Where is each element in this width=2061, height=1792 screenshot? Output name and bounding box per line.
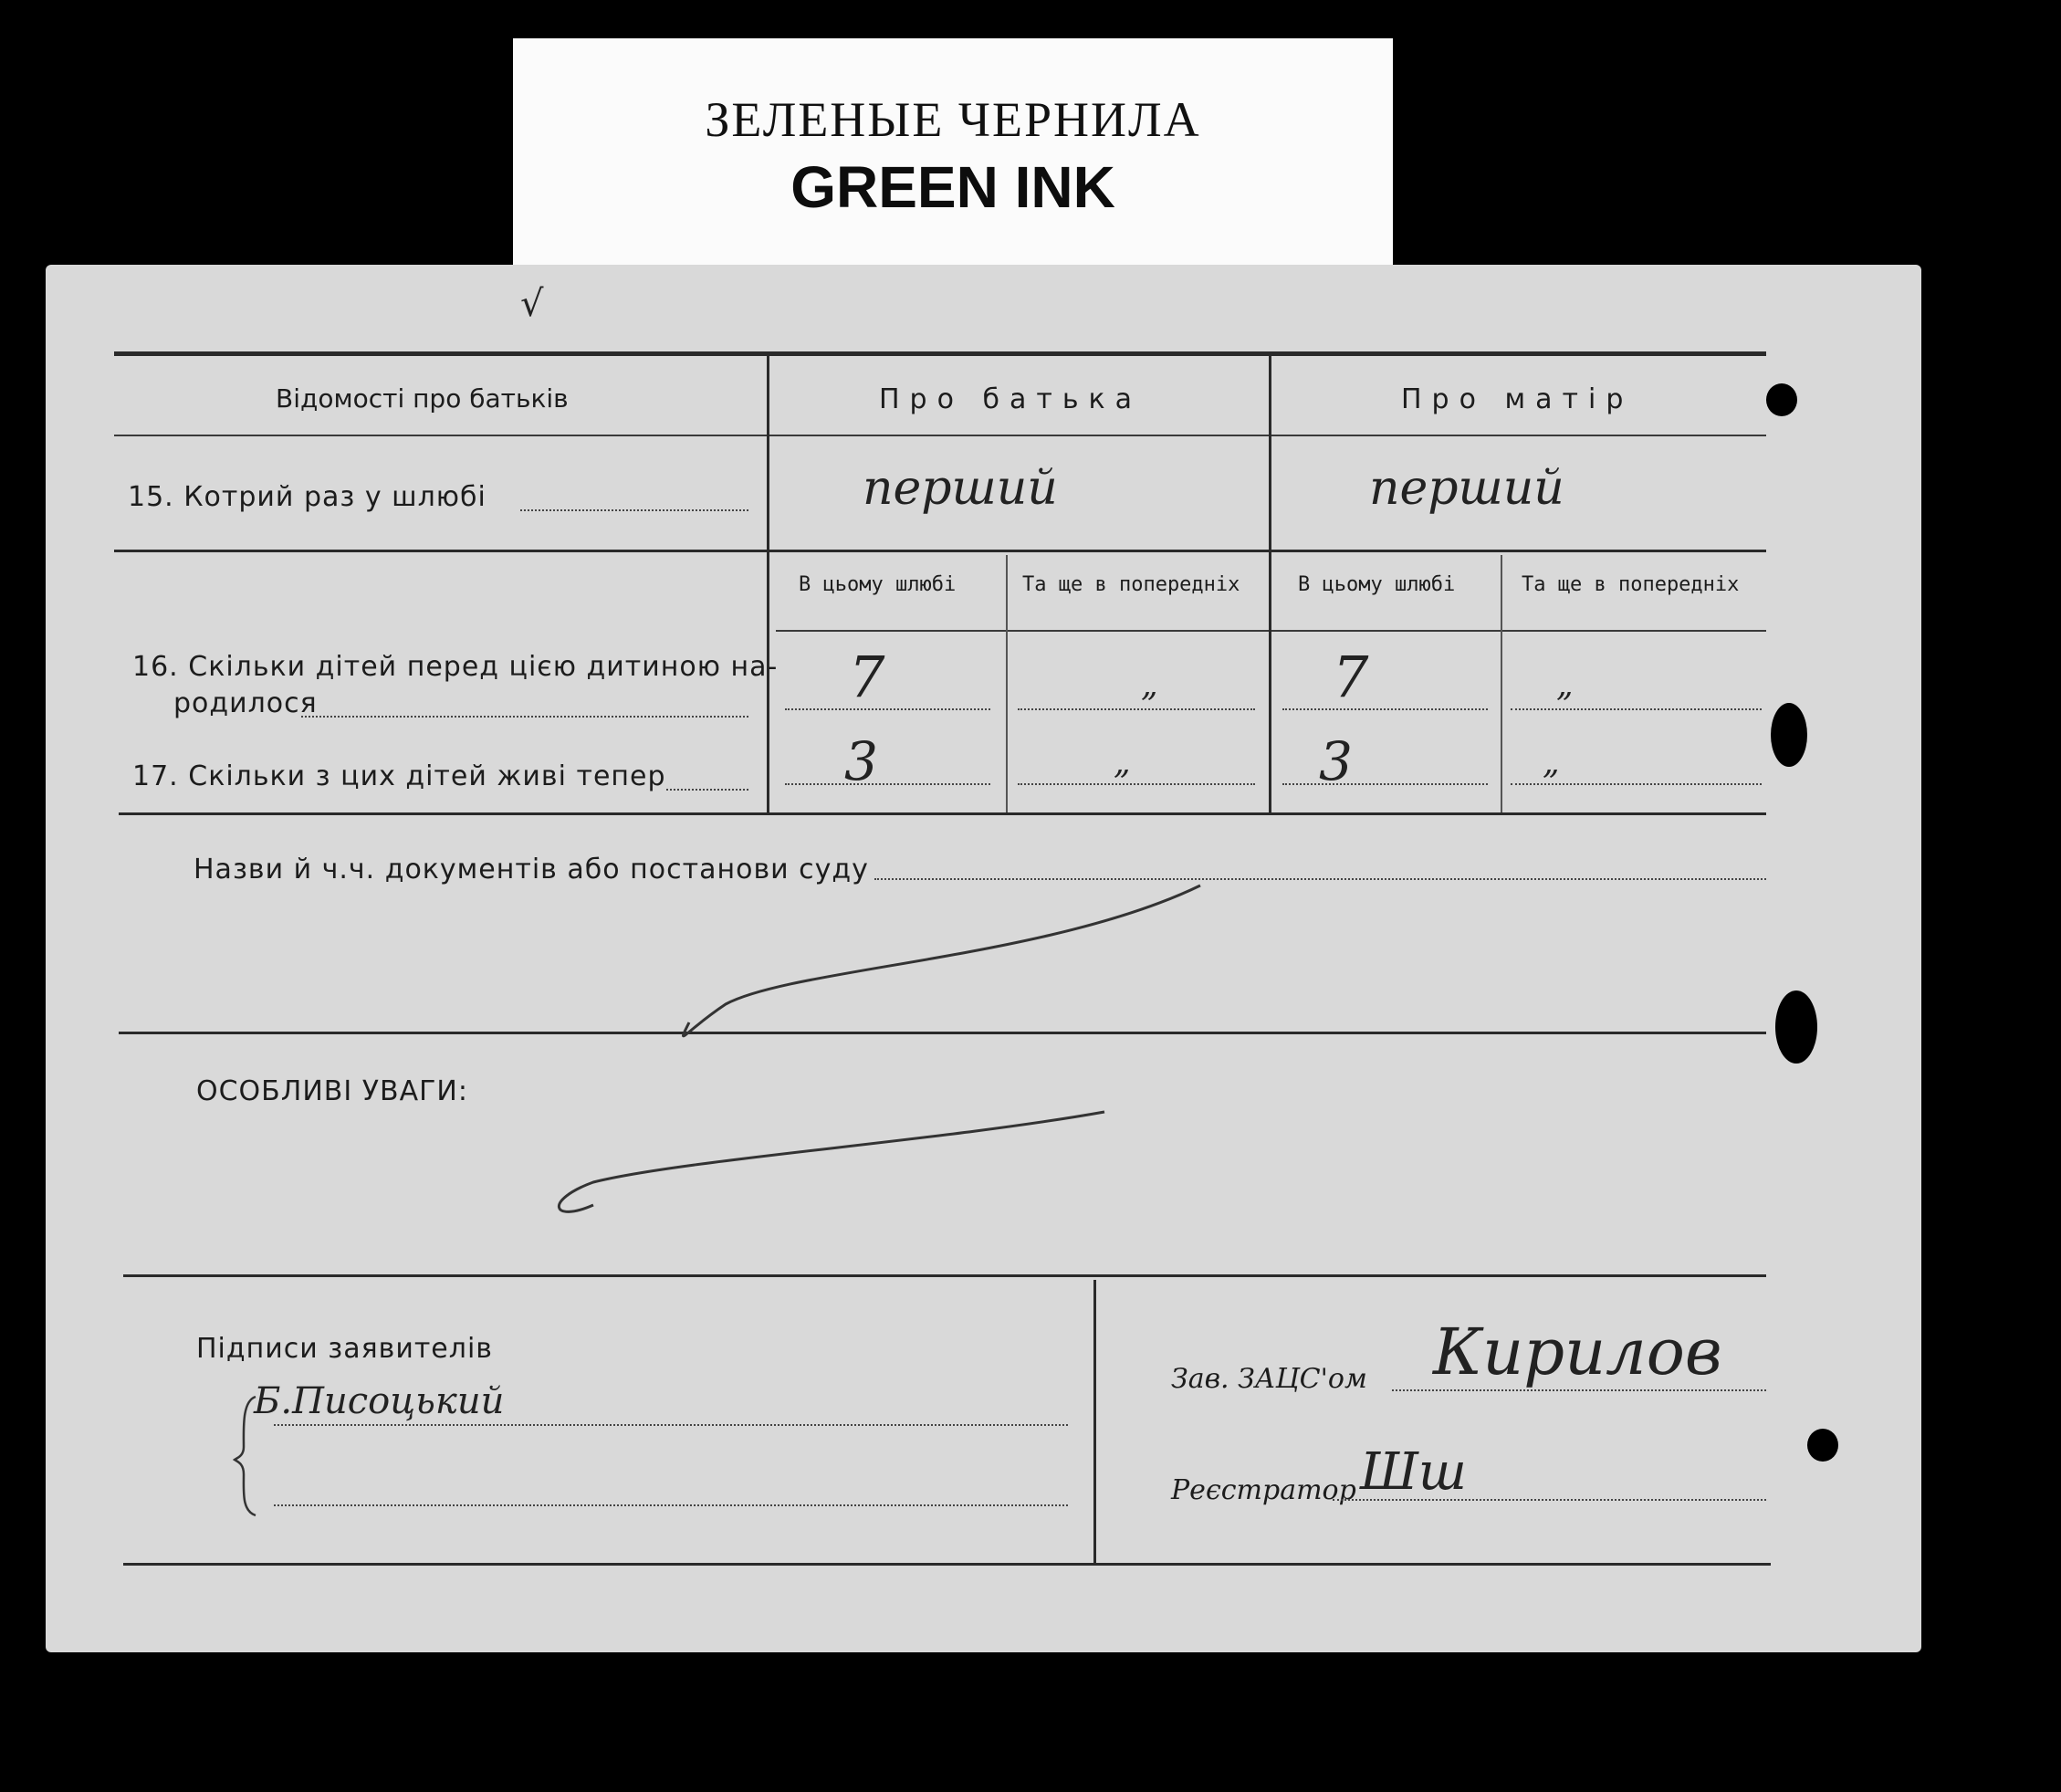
row15-mother-value: перший xyxy=(1369,461,1564,516)
row16-label-line1: 16. Скільки дітей перед цією дитиною на- xyxy=(132,651,779,683)
binding-hole xyxy=(1775,990,1817,1064)
header-mother: Про матір xyxy=(1401,383,1634,415)
registrar-signature: Шш xyxy=(1360,1442,1467,1502)
header-father: Про батька xyxy=(879,383,1143,415)
applicant-line-1 xyxy=(274,1424,1068,1426)
row16-mother-prev-value: „ xyxy=(1556,666,1574,704)
row17-father-this-value: 3 xyxy=(844,730,878,792)
head-line xyxy=(1392,1389,1766,1391)
row17-mother-prev-value: „ xyxy=(1543,744,1560,781)
head-signature: Кирилов xyxy=(1433,1315,1722,1389)
subheader-father-this: В цьому шлюбі xyxy=(799,573,957,596)
binding-hole xyxy=(1807,1429,1838,1462)
ink-label-card xyxy=(513,38,1393,267)
ink-label-russian: ЗЕЛЕНЫЕ ЧЕРНИЛА xyxy=(705,92,1201,147)
row16-mother-this-value: 7 xyxy=(1333,644,1369,710)
applicant-signature: Б.Писоцький xyxy=(254,1380,505,1422)
header-parents-info: Відомості про батьків xyxy=(276,383,569,414)
cancellation-strokes xyxy=(46,265,1921,1652)
subheader-father-previous: Та ще в попередніх xyxy=(1022,573,1240,596)
row17-father-prev-value: „ xyxy=(1114,744,1131,781)
form-card xyxy=(46,265,1921,1652)
documents-label: Назви й ч.ч. документів або постанови суду xyxy=(194,854,869,886)
binding-hole xyxy=(1766,383,1797,416)
registrar-label: Реєстратор xyxy=(1171,1474,1356,1506)
row16-label-line2: родилося xyxy=(173,687,318,719)
row16-father-prev-value: „ xyxy=(1141,666,1158,704)
special-notes-label: ОСОБЛИВІ УВАГИ: xyxy=(196,1075,468,1107)
binding-hole xyxy=(1771,703,1807,767)
applicant-brace xyxy=(233,1392,260,1520)
ink-label-english: GREEN INK xyxy=(790,154,1115,220)
row16-father-this-value: 7 xyxy=(849,644,885,710)
row17-mother-this-value: 3 xyxy=(1319,730,1353,792)
row15-father-value: перший xyxy=(863,461,1058,516)
applicant-line-2 xyxy=(274,1504,1068,1506)
subheader-mother-this: В цьому шлюбі xyxy=(1298,573,1456,596)
signatures-label: Підписи заявителів xyxy=(196,1333,493,1365)
head-label: Зав. ЗАЦС'ом xyxy=(1171,1363,1367,1395)
row17-label: 17. Скільки з цих дітей живі тепер xyxy=(132,760,666,792)
tick-mark: √ xyxy=(520,283,544,325)
subheader-mother-previous: Та ще в попередніх xyxy=(1522,573,1740,596)
row15-label: 15. Котрий раз у шлюбі xyxy=(128,481,486,513)
